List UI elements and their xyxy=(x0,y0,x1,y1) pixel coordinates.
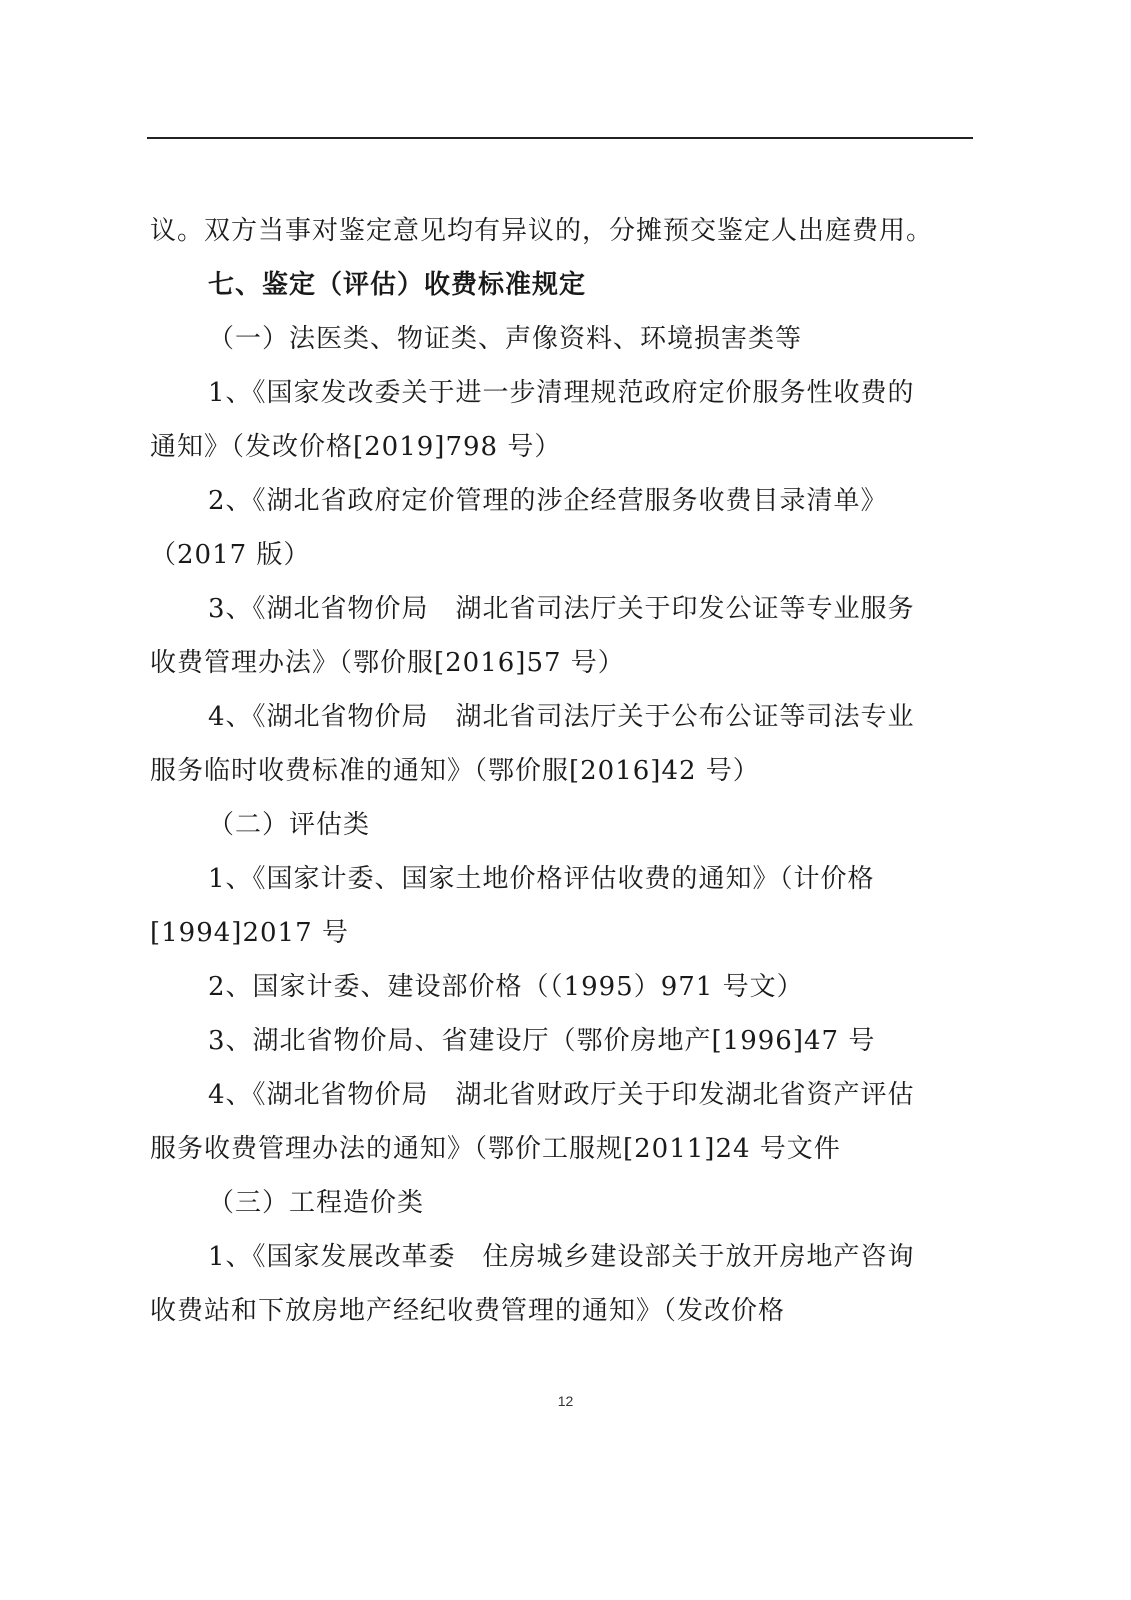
list-item-b4-line1: 4、《湖北省物价局 湖北省财政厅关于印发湖北省资产评估 xyxy=(208,1080,915,1110)
subsection-heading-three: （三）工程造价类 xyxy=(208,1188,425,1218)
list-item-b3: 3、湖北省物价局、省建设厅（鄂价房地产[1996]47 号 xyxy=(208,1026,876,1056)
list-item-2-line2: （2017 版） xyxy=(150,540,311,570)
list-item-3-line1: 3、《湖北省物价局 湖北省司法厅关于印发公证等专业服务 xyxy=(208,594,915,624)
page-number: 12 xyxy=(557,1393,574,1409)
list-item-b2: 2、国家计委、建设部价格（（1995）971 号文） xyxy=(208,972,804,1002)
paragraph-line-continuation: 议。双方当事对鉴定意见均有异议的，分摊预交鉴定人出庭费用。 xyxy=(150,216,934,246)
list-item-1-line2: 通知》（发改价格[2019]798 号） xyxy=(150,432,562,462)
list-item-1-line1: 1、《国家发改委关于进一步清理规范政府定价服务性收费的 xyxy=(208,378,915,408)
list-item-b1-line2: [1994]2017 号 xyxy=(150,918,349,948)
list-item-4-line1: 4、《湖北省物价局 湖北省司法厅关于公布公证等司法专业 xyxy=(208,702,915,732)
list-item-b4-line2: 服务收费管理办法的通知》（鄂价工服规[2011]24 号文件 xyxy=(150,1134,841,1164)
header-rule xyxy=(147,137,973,139)
list-item-2-line1: 2、《湖北省政府定价管理的涉企经营服务收费目录清单》 xyxy=(208,486,888,516)
list-item-3-line2: 收费管理办法》（鄂价服[2016]57 号） xyxy=(150,648,625,678)
list-item-4-line2: 服务临时收费标准的通知》（鄂价服[2016]42 号） xyxy=(150,756,760,786)
list-item-c1-line1: 1、《国家发展改革委 住房城乡建设部关于放开房地产咨询 xyxy=(208,1242,915,1272)
subsection-heading-two: （二）评估类 xyxy=(208,810,371,840)
subsection-heading-one: （一）法医类、物证类、声像资料、环境损害类等 xyxy=(208,324,803,354)
section-heading-seven: 七、鉴定（评估）收费标准规定 xyxy=(208,270,587,300)
list-item-b1-line1: 1、《国家计委、国家土地价格评估收费的通知》（计价格 xyxy=(208,864,875,894)
list-item-c1-line2: 收费站和下放房地产经纪收费管理的通知》（发改价格 xyxy=(150,1296,786,1326)
